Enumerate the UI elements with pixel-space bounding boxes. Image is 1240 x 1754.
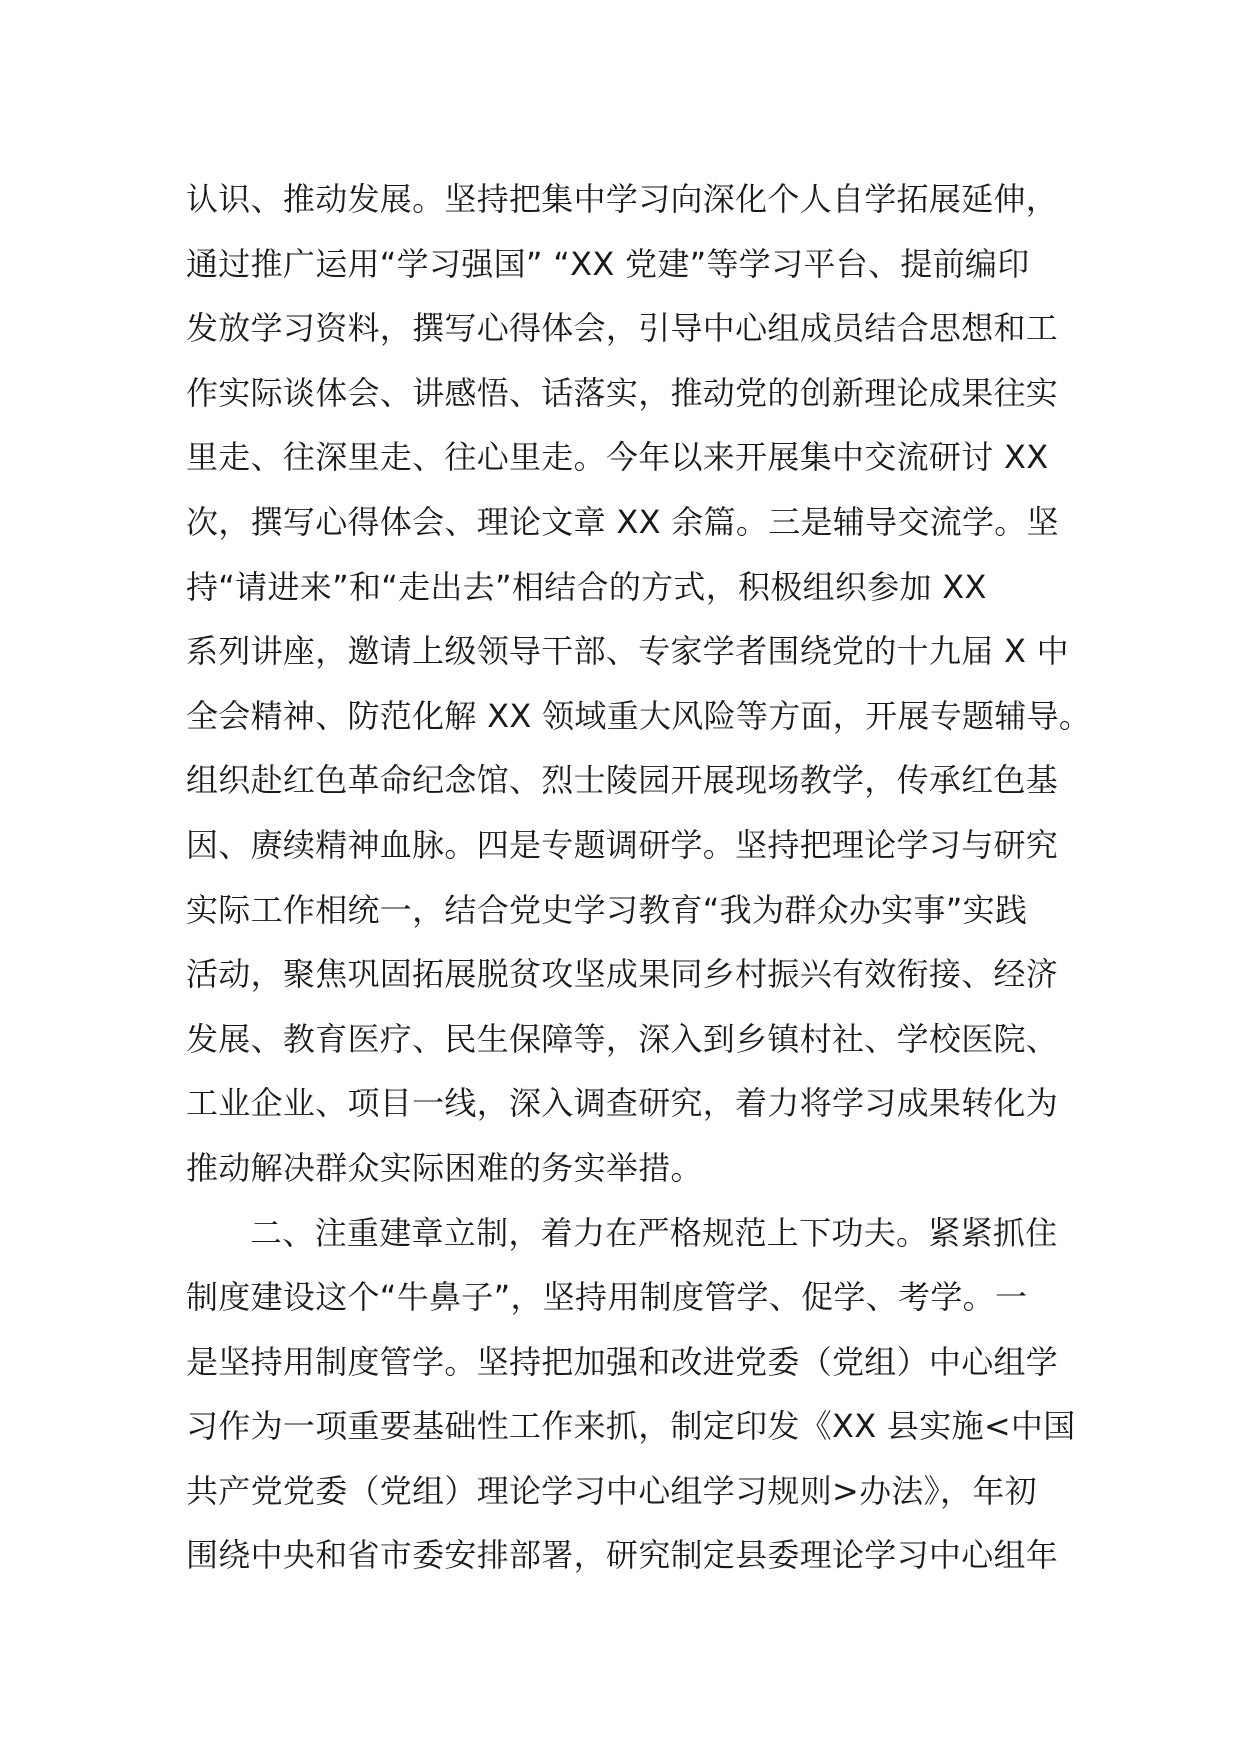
text-line: 围绕中央和省市委安排部署，研究制定县委理论学习中心组年 bbox=[186, 1536, 1059, 1575]
text-line: 工业企业、项目一线，深入调查研究，着力将学习成果转化为 bbox=[186, 1084, 1059, 1123]
text-line: 持“请进来”和“走出去”相结合的方式，积极组织参加 XX bbox=[186, 567, 987, 606]
text-line: 认识、推动发展。坚持把集中学习向深化个人自学拓展延伸， bbox=[186, 180, 1059, 218]
text-line: 通过推广运用“学习强国” “XX 党建”等学习平台、提前编印 bbox=[186, 244, 1030, 283]
text-line: 全会精神、防范化解 XX 领域重大风险等方面，开展专题辅导。 bbox=[186, 696, 1092, 735]
text-line: 习作为一项重要基础性工作来抓，制定印发《XX 县实施<中国 bbox=[186, 1407, 1076, 1446]
text-line: 里走、往深里走、往心里走。今年以来开展集中交流研讨 XX bbox=[186, 438, 1049, 477]
paragraph-heading-line: 二、注重建章立制，着力在严格规范上下功夫。紧紧抓住 bbox=[250, 1213, 1058, 1252]
text-line: 是坚持用制度管学。坚持把加强和改进党委（党组）中心组学 bbox=[186, 1342, 1059, 1381]
text-line: 发放学习资料，撰写心得体会，引导中心组成员结合思想和工 bbox=[186, 309, 1059, 348]
text-line: 组织赴红色革命纪念馆、烈士陵园开展现场教学，传承红色基 bbox=[186, 761, 1059, 800]
text-line: 作实际谈体会、讲感悟、话落实，推动党的创新理论成果往实 bbox=[186, 373, 1059, 412]
text-line: 推动解决群众实际困难的务实举措。 bbox=[186, 1148, 703, 1187]
text-line: 因、赓续精神血脉。四是专题调研学。坚持把理论学习与研究 bbox=[186, 825, 1059, 864]
text-line: 制度建设这个“牛鼻子”，坚持用制度管学、促学、考学。一 bbox=[186, 1278, 1028, 1317]
text-line: 活动，聚焦巩固拓展脱贫攻坚成果同乡村振兴有效衔接、经济 bbox=[186, 955, 1059, 994]
body-text bbox=[186, 167, 1092, 1588]
text-line: 次，撰写心得体会、理论文章 XX 余篇。三是辅导交流学。坚 bbox=[186, 502, 1059, 541]
text-line: 共产党党委（党组）理论学习中心组学习规则>办法》，年初 bbox=[186, 1471, 1037, 1510]
text-line: 发展、教育医疗、民生保障等，深入到乡镇村社、学校医院、 bbox=[186, 1019, 1059, 1058]
text-line: 系列讲座，邀请上级领导干部、专家学者围绕党的十九届 X 中 bbox=[186, 632, 1069, 671]
text-line: 实际工作相统一，结合党史学习教育“我为群众办实事”实践 bbox=[186, 890, 1028, 929]
